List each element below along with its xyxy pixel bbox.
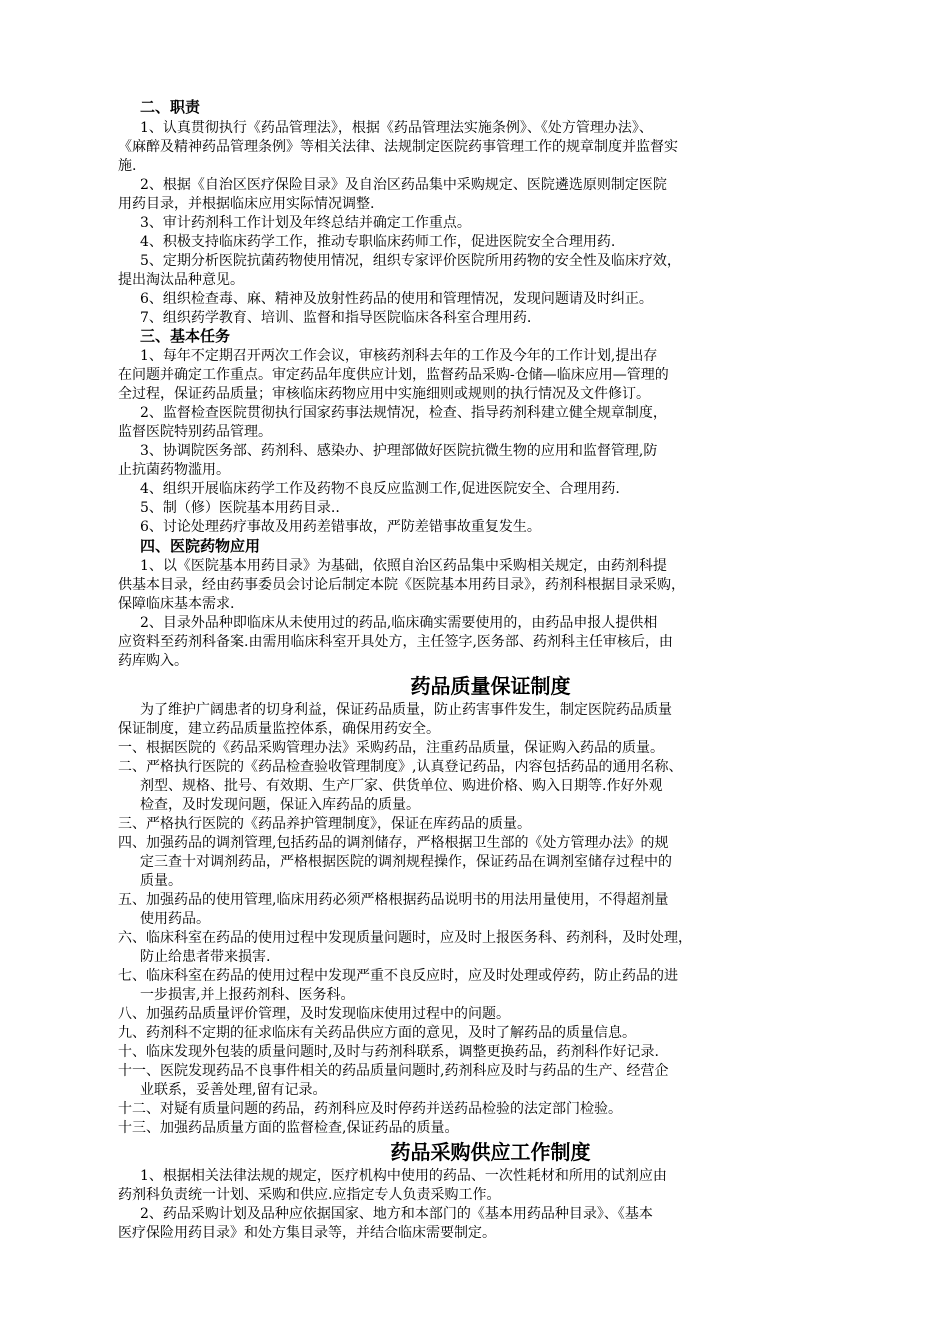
text-line: 1、认真贯彻执行《药品管理法》，根据《药品管理法实施条例》、《处方管理办法》、 (140, 120, 653, 136)
text-line: 九、药剂科不定期的征求临床有关药品供应方面的意见，及时了解药品的质量信息。 (118, 1025, 636, 1041)
text-line: 在问题并确定工作重点。审定药品年度供应计划，监督药品采购-仓储—临床应用—管理的 (118, 367, 669, 383)
text-line: 四、加强药品的调剂管理,包括药品的调剂储存，严格根据卫生部的《处方管理办法》的规 (118, 835, 669, 851)
text-line: 定三查十对调剂药品，严格根据医院的调剂规程操作，保证药品在调剂室储存过程中的 (140, 854, 672, 870)
text-line: 应资料至药剂科备案.由需用临床科室开具处方，主任签字,医务部、药剂科主任审核后，由 (118, 634, 673, 650)
text-line: 防止给患者带来损害. (140, 949, 271, 965)
text-line: 2、目录外品种即临床从未使用过的药品,临床确实需要使用的，由药品申报人提供相 (140, 615, 658, 631)
text-line: 3、审计药剂科工作计划及年终总结并确定工作重点。 (140, 215, 471, 231)
text-line: 保障临床基本需求. (118, 596, 235, 612)
text-line: 全过程，保证药品质量；审核临床药物应用中实施细则或规则的执行情况及文件修订。 (118, 386, 650, 402)
text-line: 医疗保险用药目录》和处方集目录等，并结合临床需要制定。 (118, 1225, 496, 1241)
text-line: 5、制（修）医院基本用药目录.. (140, 500, 340, 516)
section-heading: 四、医院药物应用 (140, 537, 261, 555)
text-line: 一步损害,并上报药剂科、医务科。 (140, 987, 355, 1003)
text-line: 《麻醉及精神药品管理条例》等相关法律、法规制定医院药事管理工作的规章制度并监督实 (118, 139, 678, 155)
section-title: 药品质量保证制度 (410, 674, 571, 698)
text-line: 1、以《医院基本用药目录》为基础，依照自治区药品集中采购相关规定，由药剂科提 (140, 558, 667, 574)
text-line: 五、加强药品的使用管理,临床用药必须严格根据药品说明书的用法用量使用，不得超剂量 (118, 892, 669, 908)
text-line: 剂型、规格、批号、有效期、生产厂家、供货单位、购进价格、购入日期等.作好外观 (140, 778, 663, 794)
section-heading: 三、基本任务 (140, 327, 231, 345)
text-line: 4、组织开展临床药学工作及药物不良反应监测工作,促进医院安全、合理用药. (140, 481, 620, 497)
text-line: 六、临床科室在药品的使用过程中发现质量问题时，应及时上报医务科、药剂科，及时处理， (118, 930, 692, 946)
text-line: 2、药品采购计划及品种应依据国家、地方和本部门的《基本用药品种目录》、《基本 (140, 1206, 653, 1222)
text-line: 施. (118, 158, 137, 174)
text-line: 十一、医院发现药品不良事件相关的药品质量问题时,药剂科应及时与药品的生产、经营企 (118, 1063, 669, 1079)
text-line: 质量。 (140, 873, 182, 889)
text-line: 3、协调院医务部、药剂科、感染办、护理部做好医院抗微生物的应用和监督管理,防 (140, 443, 658, 459)
text-line: 三、严格执行医院的《药品养护管理制度》，保证在库药品的质量。 (118, 816, 531, 832)
text-line: 使用药品。 (140, 911, 210, 927)
text-line: 二、严格执行医院的《药品检查验收管理制度》,认真登记药品，内容包括药品的通用名称、 (118, 759, 683, 775)
text-line: 十、临床发现外包装的质量问题时,及时与药剂科联系，调整更换药品，药剂科作好记录. (118, 1044, 659, 1060)
text-line: 5、定期分析医院抗菌药物使用情况，组织专家评价医院所用药物的安全性及临床疗效， (140, 253, 681, 269)
text-line: 供基本目录，经由药事委员会讨论后制定本院《医院基本用药目录》，药剂科根据目录采购， (118, 577, 685, 593)
text-line: 监督医院特别药品管理。 (118, 424, 272, 440)
text-line: 八、加强药品质量评价管理，及时发现临床使用过程中的问题。 (118, 1006, 510, 1022)
text-line: 药剂科负责统一计划、采购和供应.应指定专人负责采购工作。 (118, 1187, 501, 1203)
text-line: 6、组织检查毒、麻、精神及放射性药品的使用和管理情况，发现问题请及时纠正。 (140, 291, 653, 307)
text-line: 七、临床科室在药品的使用过程中发现严重不良反应时，应及时处理或停药，防止药品的进 (118, 968, 678, 984)
section-heading: 二、职责 (140, 98, 201, 116)
text-line: 6、讨论处理药疗事故及用药差错事故，严防差错事故重复发生。 (140, 519, 541, 535)
text-line: 一、根据医院的《药品采购管理办法》采购药品，注重药品质量，保证购入药品的质量。 (118, 740, 664, 756)
text-line: 止抗菌药物滥用。 (118, 462, 230, 478)
text-line: 提出淘汰品种意见。 (118, 272, 244, 288)
text-line: 1、根据相关法律法规的规定，医疗机构中使用的药品、一次性耗材和所用的试剂应由 (140, 1168, 667, 1184)
text-line: 2、监督检查医院贯彻执行国家药事法规情况，检查、指导药剂科建立健全规章制度， (140, 405, 667, 421)
text-line: 业联系，妥善处理,留有记录。 (140, 1082, 327, 1098)
text-line: 1、每年不定期召开两次工作会议，审核药剂科去年的工作及今年的工作计划,提出存 (140, 348, 658, 364)
text-line: 为了维护广阔患者的切身利益，保证药品质量，防止药害事件发生，制定医院药品质量 (140, 702, 672, 718)
text-line: 4、积极支持临床药学工作，推动专职临床药师工作，促进医院安全合理用药. (140, 234, 616, 250)
text-line: 7、组织药学教育、培训、监督和指导医院临床各科室合理用药. (140, 310, 532, 326)
section-title: 药品采购供应工作制度 (390, 1140, 591, 1164)
text-line: 用药目录，并根据临床应用实际情况调整. (118, 196, 375, 212)
text-line: 保证制度，建立药品质量监控体系，确保用药安全。 (118, 721, 440, 737)
text-line: 检查，及时发现问题，保证入库药品的质量。 (140, 797, 420, 813)
text-line: 药库购入。 (118, 653, 188, 669)
text-line: 2、根据《自治区医疗保险目录》及自治区药品集中采购规定、医院遴选原则制定医院 (140, 177, 667, 193)
text-line: 十二、对疑有质量问题的药品，药剂科应及时停药并送药品检验的法定部门检验。 (118, 1101, 622, 1117)
text-line: 十三、加强药品质量方面的监督检查,保证药品的质量。 (118, 1120, 459, 1136)
